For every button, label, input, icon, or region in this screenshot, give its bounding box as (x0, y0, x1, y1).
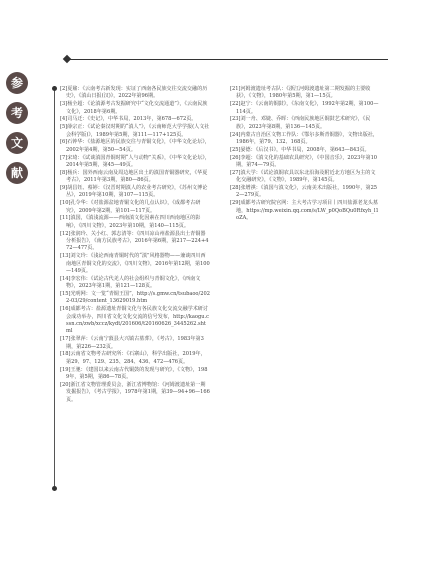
reference-entry: [8]杨兵：国外西南云南及周边地区出土的滇国青铜器研究，《华夏考古》，2011年第3期，第80—86页。 (60, 169, 208, 184)
margin-rule-dot (52, 486, 57, 491)
margin-rule (54, 86, 55, 490)
reference-entry: [10]孔令华：《对盐源盆地青铜文化的几点认识》，《成都考古研究》，2009年第2期，第101—117页。 (60, 200, 201, 214)
section-tab-char: 献 (6, 162, 28, 184)
reference-entry: [16]成都考古：盐源遗址青铜文化与各民族文化交流交融学术研讨会成功举办，四川省文化文化交流的信号发布，http://kaogu.cssn.cn/zwb/xccz/kydt/201606/t20160626_3445262.shtml (60, 306, 209, 335)
reference-entry: [27]滇大学：《试论滇铜农具以东北沿海及附近北方地区为主的文化交融研究》，《文物》，1989年，第145页。 (230, 169, 376, 184)
references-left-column (60, 86, 210, 404)
reference-entry: [24]内蒙古自治区文物工作队：《鄂尔多斯青铜器》，文物出版社，1986年，第79、132、168页。 (230, 131, 378, 146)
references-right-column (230, 86, 380, 223)
reference-entry: [12]张润玲、关小红、郭志清等：《四川凉山州盐源县出土青铜器分析报告》，《南方民族考古》，2016年第6期，第217—224+472—477页。 (60, 230, 209, 252)
reference-entry: [7]宋琦：《试谈滇国青铜时期“人与动物”关系》，《中华文化论坛》，2014年第5期，第45—49页。 (60, 154, 210, 169)
section-tab-char: 参 (6, 72, 28, 94)
reference-entry: [6]石钟华：《盐源地区的民族交往与青铜文化》，《中华文化论坛》，2002年第4期，第50—54页。 (60, 139, 210, 153)
reference-entry: [25]晏德：《后汉书》，中华书局，2008年，第643—843页。 (230, 146, 370, 153)
reference-entry: [9]胡昌钰、蔡婷：《汉晋时期滇人的农业考古研究》，《苏州文博论丛》，2019年第10期，第107—115页。 (60, 185, 208, 199)
section-tab-char: 考 (6, 102, 28, 124)
reference-entry: [11]滇国，《滇浅流源——西南滇文化因素在四川西南地区的影响》，《四川文物》，2023年第10期，第140—115页。 (60, 215, 201, 229)
reference-entry: [26]李超：《滇文化的基础农具研究》，《中国音乐》，2023年第10期，第74—79页。 (230, 154, 378, 169)
reference-entry: [29]成都考古研究院官网：主大考古学习项目丨四川盐源老龙头墓地，https://mp.weixin.qq.com/s/LW_p0QoBQu0Rfxyh_l1oZA。 (230, 200, 379, 222)
reference-entry: [2]夏鼐：《云南考古新发现：实证了西南各民族交往交流交融的历史》，《滇山日报(汉)》，2022年第96期。 (60, 86, 208, 100)
reference-entry: [17]张翠萍：《云南宁蒗县大兴镇古墓葬》，《考古》，1983年第3期，第226—232页。 (60, 336, 204, 350)
section-tab-char: 文 (6, 132, 28, 154)
section-tab (4, 72, 30, 184)
reference-entry: [5]薛宗正：《试论秦汉时期的“滇人”》，《云南师范大学学报(人文社会科学版)》，1989年第5期，第111—117+125页。 (60, 124, 210, 138)
reference-entry: [28]张增祺：《滇国与滇文化》，云南美术出版社，1990年，第252—279页。 (230, 185, 378, 199)
top-rule (70, 59, 388, 60)
reference-entry: [19]王驰：《建国以来云南古代铜鼓的发现与研究》，《文物》，1989年，第5期，第86—78页。 (60, 366, 208, 381)
reference-entry: [15]光明网：文一览“青铜王国”，http://s.gmw.cn/tsubaoo/2022-03/29/content_13629019.htm (60, 291, 210, 305)
reference-entry: [3]杨全超：《论滇源考古发掘研究中“文化交流通道”》，《云南民族文化》，2018年第6期。 (60, 101, 208, 115)
reference-entry: [13]刘文玲：《浅论西南青铜时代的“滇”风格器物——兼谈四川西南地区青铜文化的交流》，《四川文物》，2016年第12期，第100—149页。 (60, 253, 210, 275)
reference-entry: [4]司马迁：《史记》，中华书局，2013年，第678—672页。 (60, 116, 197, 123)
reference-entry: [14]李宏伟：《试论古代羌人的社会组织与青铜文化》，《西南文物》，2023年第1期，第121—128页。 (60, 275, 201, 290)
reference-entry: [21]河姆渡遗址考古队：《浙江河姆渡遗址第二期发掘的主要收获》，《文物》，1980年第5期，第1—15页。 (230, 86, 371, 100)
reference-entry: [22]赵宁：《云南的铜鼓》，《东南文化》，1992年第2期，第100—114页。 (230, 101, 379, 115)
reference-entry: [18]云南省文物考古研究所：《石寨山》，科学出版社，2019年，第29、97、129、235、284、436、472—476页。 (60, 351, 206, 365)
reference-entry: [23]刘一舟、邓婕、乔晖：《西南民族地区铜鼓艺术研究》，《民族》，2023年第8期，第136—145页。 (230, 116, 371, 130)
margin-rule-dot (52, 86, 57, 91)
reference-entry: [20]浙江省文物管理委员会，浙江省博物馆：《河姆渡遗址第一期发掘报告》，《考古学报》，1978年第1期，第39—94+96—166页。 (60, 381, 210, 403)
